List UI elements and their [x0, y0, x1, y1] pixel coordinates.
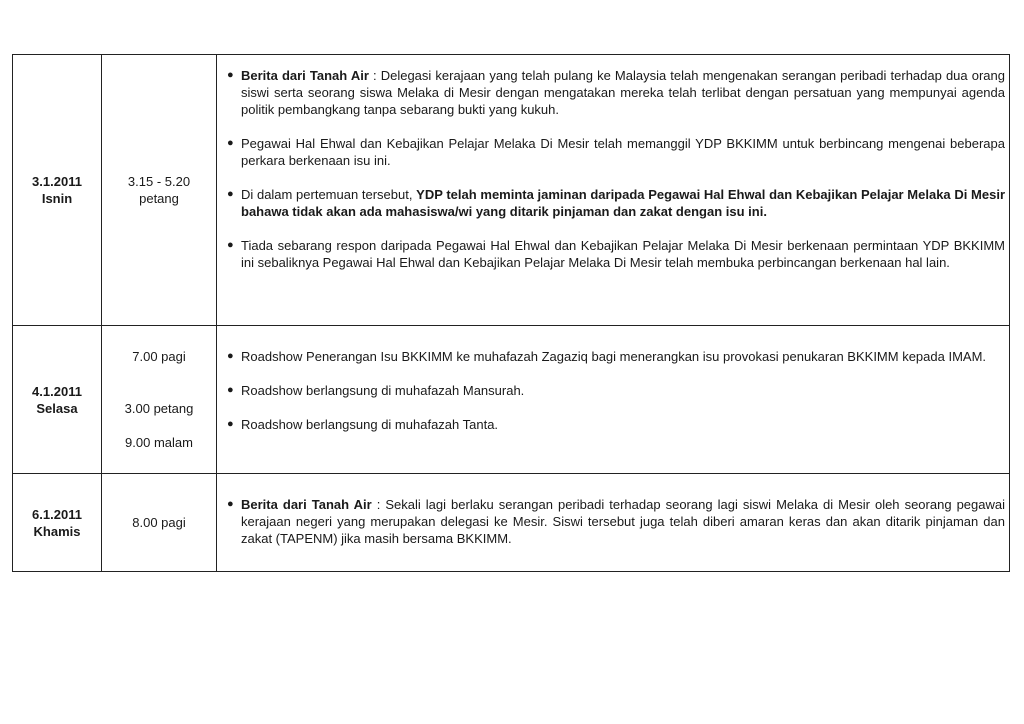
item-emphasis: YDP telah meminta jaminan daripada Pegawai Hal Ehwal dan Kebajikan Pelajar Melaka Di Mesir bahawa tidak akan ada mahasiswa/wi yang ditarik pinjaman dan zakat dengan isu ini. — [241, 187, 1005, 219]
bullet-icon: ● — [227, 137, 234, 149]
time-cell — [102, 55, 217, 326]
table-row — [13, 326, 1010, 474]
bullet-icon: ● — [227, 350, 234, 362]
time-line: 8.00 pagi — [132, 515, 186, 530]
time-cell — [102, 474, 217, 572]
item-lead: Berita dari Tanah Air — [241, 68, 369, 83]
bullet-icon: ● — [227, 188, 234, 200]
item-text: : Sekali lagi berlaku serangan peribadi terhadap seorang lagi siswi Melaka di Mesir oleh seorang pegawai kerajaan negeri yang merupakan delegasi ke Mesir. Siswi tersebut juga telah diberi amaran keras dan akan ditarik pinjaman dan zakat (TAPENM) jika masih bersama BKKIMM. — [241, 497, 1006, 546]
bullet-icon: ● — [227, 239, 234, 251]
bullet-icon: ● — [227, 498, 234, 510]
bullet-icon: ● — [227, 384, 234, 396]
date-cell — [13, 55, 102, 326]
time-line: 3.00 petang — [124, 401, 194, 416]
list-item — [227, 416, 1005, 433]
item-text: Roadshow berlangsung di muhafazah Tanta. — [241, 417, 499, 432]
list-item — [227, 496, 1005, 547]
list-item — [227, 382, 1005, 399]
item-text: Pegawai Hal Ehwal dan Kebajikan Pelajar Melaka Di Mesir telah memanggil YDP BKKIMM untuk berbincang mengenai beberapa perkara berkenaan isu ini. — [241, 136, 1005, 168]
item-text: Roadshow Penerangan Isu BKKIMM ke muhafazah Zagaziq bagi menerangkan isu provokasi penukaran BKKIMM kepada IMAM. — [241, 349, 987, 364]
bullet-icon: ● — [227, 418, 234, 430]
date: 4.1.2011 — [32, 383, 82, 399]
time-cell — [102, 326, 217, 474]
item-lead: Berita dari Tanah Air — [241, 497, 372, 512]
time-line: 3.15 - 5.20 — [127, 174, 191, 189]
day: Selasa — [36, 400, 78, 416]
date: 6.1.2011 — [32, 506, 82, 522]
item-text: : Delegasi kerajaan yang telah pulang ke Malaysia telah mengenakan serangan peribadi terhadap dua orang siswi serta seorang siswa Melaka di Mesir dengan mengatakan mereka telah terlibat dengan persatuan yang mempunyai agenda politik pembangkang tanpa sebarang bukti yang kukuh. — [241, 68, 1005, 117]
description-cell — [217, 326, 1010, 474]
date-cell — [13, 326, 102, 474]
list-item — [227, 186, 1005, 220]
schedule-document — [12, 54, 1010, 572]
date-cell — [13, 474, 102, 572]
list-item — [227, 348, 1005, 365]
table-row — [13, 474, 1010, 572]
time-line: 7.00 pagi — [132, 349, 186, 364]
description-cell — [217, 55, 1010, 326]
item-text: Di dalam pertemuan tersebut, — [241, 187, 417, 202]
item-text: Roadshow berlangsung di muhafazah Mansurah. — [241, 383, 525, 398]
date: 3.1.2011 — [32, 174, 82, 189]
list-item — [227, 67, 1005, 118]
day: Isnin — [41, 191, 73, 206]
schedule-table — [12, 54, 1010, 572]
list-item — [227, 135, 1005, 169]
day: Khamis — [33, 523, 81, 539]
list-item — [227, 237, 1005, 271]
item-text: Tiada sebarang respon daripada Pegawai Hal Ehwal dan Kebajikan Pelajar Melaka Di Mesir berkenaan permintaan YDP BKKIMM ini sebaliknya Pegawai Hal Ehwal dan Kebajikan Pelajar Melaka Di Mesir telah membuka perbincangan berkenaan hal lain. — [241, 238, 1005, 270]
time-line: petang — [139, 191, 179, 206]
table-row — [13, 55, 1010, 326]
time-line: 9.00 malam — [125, 435, 193, 450]
description-cell — [217, 474, 1010, 572]
bullet-icon: ● — [227, 69, 234, 81]
